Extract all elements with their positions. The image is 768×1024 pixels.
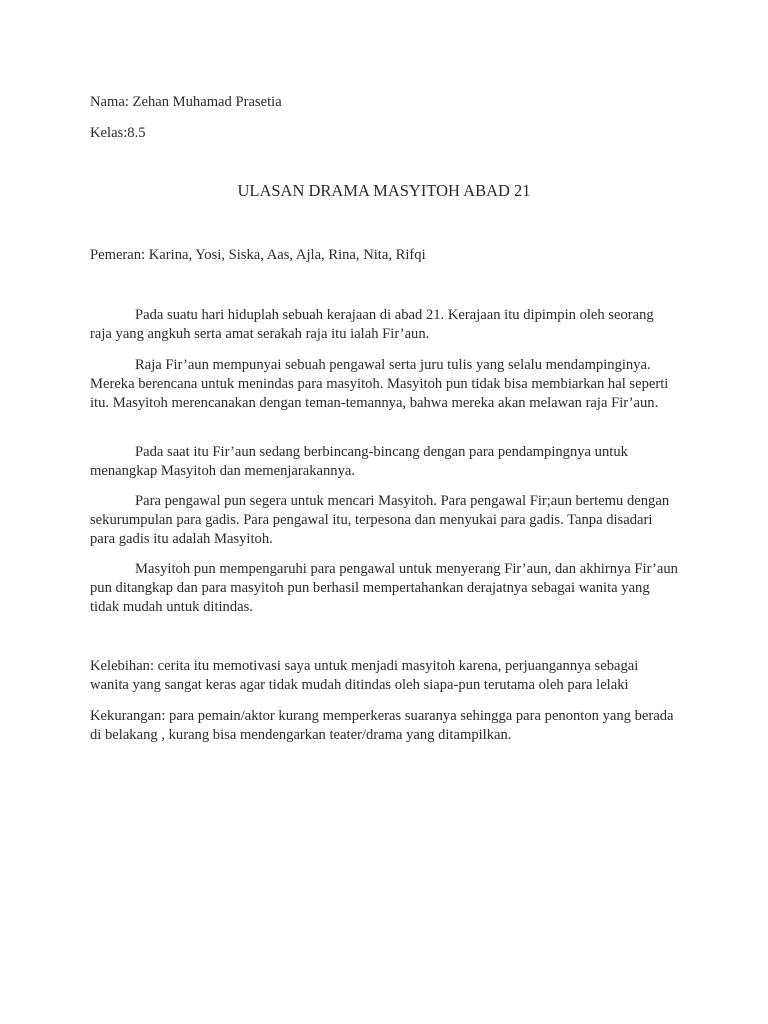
paragraph-4-text: Para pengawal pun segera untuk mencari Masyitoh. Para pengawal Fir;aun bertemu dengan sekurumpulan para gadis. Para pengawal itu, terpesona dan menyukai para gadis. Tanpa disadari para gadis itu adalah Masyitoh. xyxy=(90,493,670,547)
paragraph-3-text: Pada saat itu Fir’aun sedang berbincang-bincang dengan para pendampingnya untuk menangkap Masyitoh dan memenjarakannya. xyxy=(90,444,628,479)
document-title: ULASAN DRAMA MASYITOH ABAD 21 xyxy=(237,181,531,200)
weaknesses-paragraph: Kekurangan: para pemain/aktor kurang memperkeras suaranya sehingga para penonton yang berada di belakang , kurang bisa mendengarkan teater/drama yang ditampilkan. xyxy=(90,708,674,743)
paragraph-3 xyxy=(90,443,678,481)
strengths-paragraph: Kelebihan: cerita itu memotivasi saya untuk menjadi masyitoh karena, perjuangannya sebagai wanita yang sangat keras agar tidak mudah ditindas oleh siapa-pun terutama oleh para lelaki xyxy=(90,658,639,693)
paragraph-1-text: Pada suatu hari hiduplah sebuah kerajaan di abad 21. Kerajaan itu dipimpin oleh seorang raja yang angkuh serta amat serakah raja itu ialah Fir’aun. xyxy=(90,307,654,342)
paragraph-4 xyxy=(90,492,678,549)
paragraph-5 xyxy=(90,560,678,617)
student-class: Kelas:8.5 xyxy=(90,125,146,141)
paragraph-2 xyxy=(90,356,678,413)
student-name: Nama: Zehan Muhamad Prasetia xyxy=(90,94,282,110)
paragraph-2-text: Raja Fir’aun mempunyai sebuah pengawal serta juru tulis yang selalu mendampinginya. Mereka berencana untuk menindas para masyitoh. Masyitoh pun tidak bisa membiarkan hal seperti itu. Masyitoh merencanakan dengan teman-temannya, bahwa mereka akan melawan raja Fir’aun. xyxy=(90,357,669,411)
paragraph-1 xyxy=(90,306,678,344)
cast-list: Pemeran: Karina, Yosi, Siska, Aas, Ajla, Rina, Nita, Rifqi xyxy=(90,247,426,263)
paragraph-5-text: Masyitoh pun mempengaruhi para pengawal untuk menyerang Fir’aun, dan akhirnya Fir’aun pun ditangkap dan para masyitoh pun berhasil mempertahankan derajatnya sebagai wanita yang tidak mudah untuk ditindas. xyxy=(90,561,678,615)
